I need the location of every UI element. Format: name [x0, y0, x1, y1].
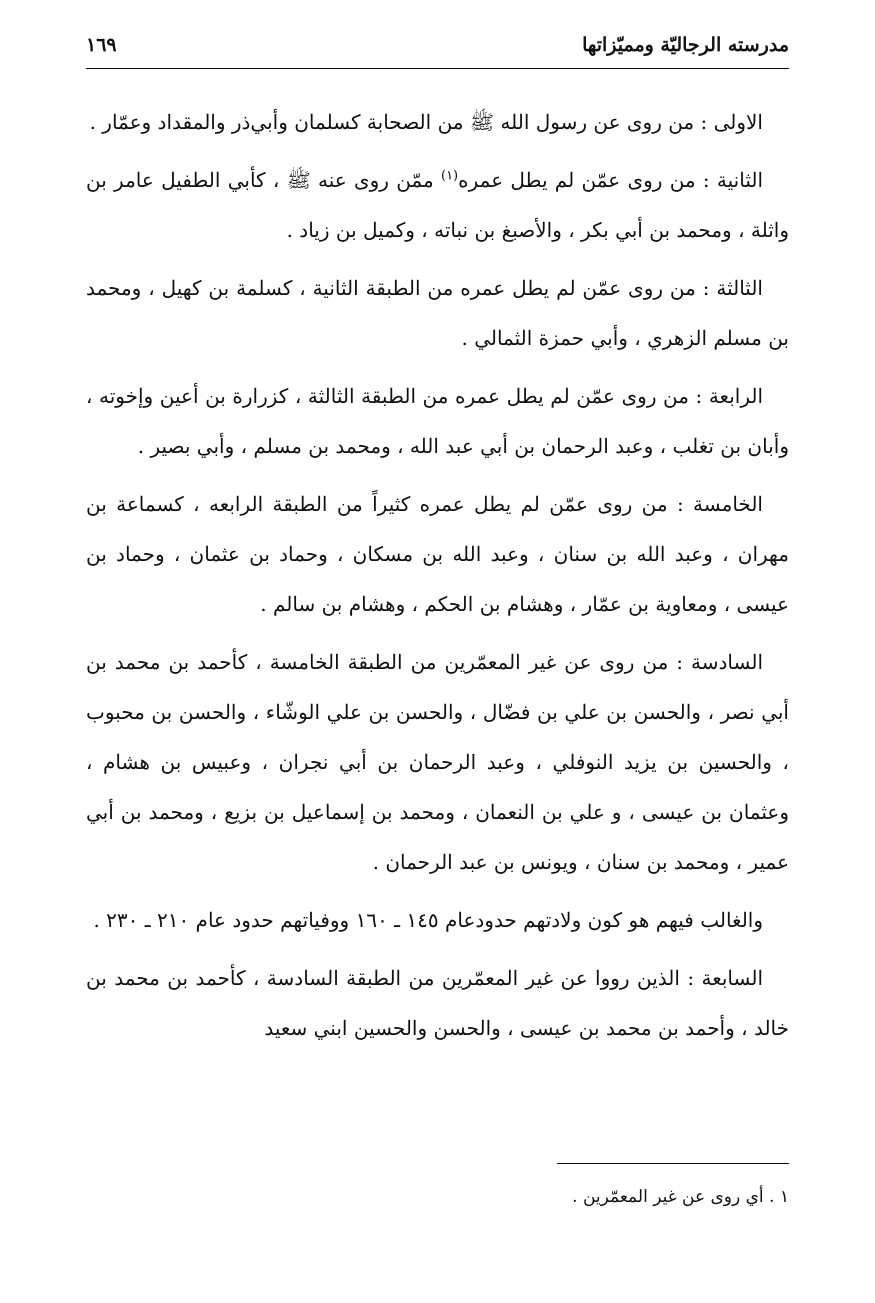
paragraph-second: الثانية : من روى عمّن لم يطل عمره$^{(١)}$ ممّن روى عنه ﷺ ، كأبي الطفيل عامر بن واثلة ، ومحمد بن أبي بكر ، والأصبغ بن نباته ، وكميل بن زياد .: [86, 168, 789, 242]
header-divider: [86, 68, 789, 69]
footnote: ١ . أي روى عن غير المعمّرين .: [572, 1187, 789, 1207]
paragraph-note-dates: والغالب فيهم هو كون ولادتهم حدودعام ١٤٥ ـ ١٦٠ ووفياتهم حدود عام ٢١٠ ـ ٢٣٠ .: [93, 908, 763, 932]
paragraph-first: الاولى : من روى عن رسول الله ﷺ من الصحابة كسلمان وأبي‌ذر والمقداد وعمّار .: [89, 110, 763, 134]
footnote-divider: [557, 1163, 789, 1164]
main-text: [86, 97, 789, 1061]
page-number: ١٦٩: [86, 34, 117, 56]
paragraph-fifth: الخامسة : من روى عمّن لم يطل عمره كثيراً من الطبقة الرابعه ، كسماعة بن مهران ، وعبد الله بن سنان ، وعبد الله بن مسكان ، وحماد بن عثمان ، وحماد بن عيسى ، ومعاوية بن عمّار ، وهشام بن الحكم ، وهشام بن سالم .: [86, 492, 789, 616]
paragraph-third: الثالثة : من روى عمّن لم يطل عمره من الطبقة الثانية ، كسلمة بن كهيل ، ومحمد بن مسلم الزهري ، وأبي حمزة الثمالي .: [86, 276, 789, 350]
paragraph-sixth: السادسة : من روى عن غير المعمّرين من الطبقة الخامسة ، كأحمد بن محمد بن أبي نصر ، والحسن بن علي بن فضّال ، والحسن بن علي الوشّاء ، والحسن بن محبوب ، والحسين بن يزيد النوفلي ، وعبد الرحمان بن أبي نجران ، وعبيس بن هشام ، وعثمان بن عيسى ، و علي بن النعمان ، ومحمد بن إسماعيل بن بزيع ، ومحمد بن أبي عمير ، ومحمد بن سنان ، ويونس بن عبد الرحمان .: [86, 650, 789, 874]
running-header-title: مدرسته الرجاليّة ومميّزاتها: [582, 34, 789, 56]
paragraph-fourth: الرابعة : من روى عمّن لم يطل عمره من الطبقة الثالثة ، كزرارة بن أعين وإخوته ، وأبان بن تغلب ، وعبد الرحمان بن أبي عبد الله ، ومحمد بن مسلم ، وأبي بصير .: [86, 384, 789, 458]
paragraph-seventh: السابعة : الذين رووا عن غير المعمّرين من الطبقة السادسة ، كأحمد بن محمد بن خالد ، وأحمد بن محمد بن عيسى ، والحسن والحسين ابني سعيد: [86, 966, 789, 1040]
footnote-reference[interactable]: (١): [440, 168, 459, 184]
